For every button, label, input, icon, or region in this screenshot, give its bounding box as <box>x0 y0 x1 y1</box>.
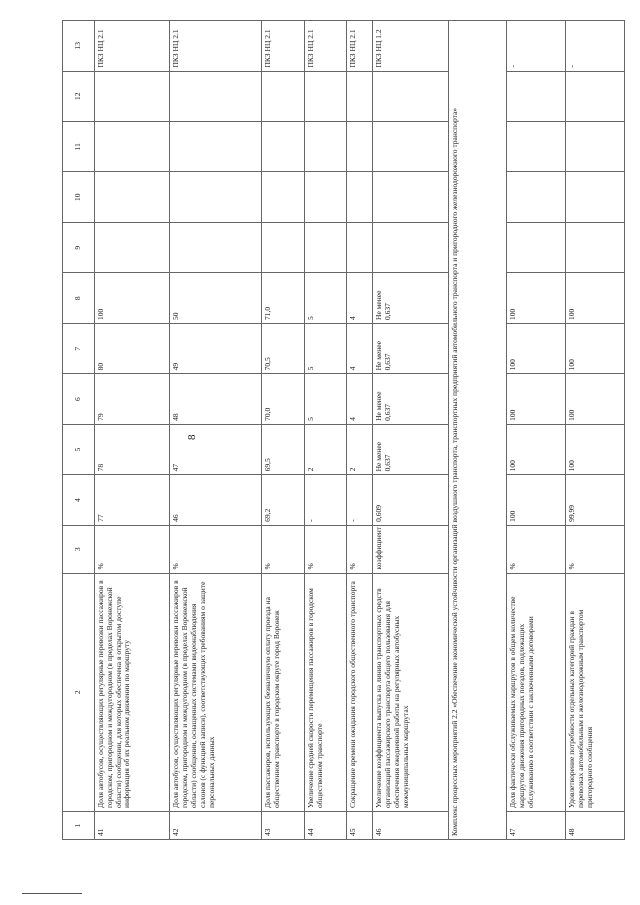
header-cell: 12 <box>63 71 95 121</box>
table-cell: - <box>304 475 346 525</box>
table-cell: 78 <box>94 424 170 474</box>
table-cell: 100 <box>565 374 624 424</box>
table-cell: 100 <box>94 273 170 323</box>
table-cell: Доля фактически обслуживаемых маршрутов в общем количестве маршрутов движения пригородных поездов, подлежащих обслуживанию в соответствии с заключенными договорами <box>506 573 565 811</box>
table-cell <box>565 172 624 222</box>
header-cell: 13 <box>63 21 95 72</box>
table-cell <box>347 222 373 272</box>
table-cell: коэффициент <box>373 525 449 573</box>
rotated-table-wrapper <box>62 20 625 840</box>
table-cell: 50 <box>170 273 262 323</box>
table-cell: - <box>506 21 565 72</box>
table-cell: 47 <box>170 424 262 474</box>
table-cell: 49 <box>170 323 262 373</box>
table-cell: 2 <box>347 424 373 474</box>
table-cell <box>565 222 624 272</box>
header-cell: 2 <box>63 573 95 811</box>
table-cell: 5 <box>304 273 346 323</box>
table-cell <box>304 71 346 121</box>
table-cell: 4 <box>347 273 373 323</box>
table-cell <box>170 71 262 121</box>
table-row <box>170 21 262 840</box>
table-cell <box>170 172 262 222</box>
header-cell: 11 <box>63 122 95 172</box>
footer-rule <box>22 893 82 894</box>
table-cell: % <box>565 525 624 573</box>
table-cell: 5 <box>304 374 346 424</box>
table-cell <box>506 172 565 222</box>
table-cell: 71,0 <box>262 273 304 323</box>
table-cell: % <box>506 525 565 573</box>
table-row <box>94 21 170 840</box>
table-cell: 100 <box>506 424 565 474</box>
table-cell: 100 <box>565 273 624 323</box>
table-cell: - <box>565 21 624 72</box>
table-cell: ПКЗ НЦ 1.2 <box>373 21 449 72</box>
table-cell: Не менее 0,637 <box>373 424 449 474</box>
table-cell: Удовлетворение потребности отдельных категорий граждан в перевозках автомобильным и железнодорожным транспортом пригородного сообщения <box>565 573 624 811</box>
table-cell: 47 <box>506 811 565 839</box>
table-cell: 80 <box>94 323 170 373</box>
table-cell: 44 <box>304 811 346 839</box>
table-cell: Доля автобусов, осуществляющих регулярные перевозки пассажиров в городском, пригородном и междугородном (в пределах Воронежской области) сообщении, для которых обеспечена в открытом доступе информация об их реальном движении по маршруту <box>94 573 170 811</box>
header-cell: 4 <box>63 475 95 525</box>
table-cell <box>347 122 373 172</box>
table-cell: 100 <box>506 374 565 424</box>
page-number: 8 <box>186 434 198 440</box>
table-cell: Не менее 0,637 <box>373 273 449 323</box>
table-cell: Не менее 0,637 <box>373 374 449 424</box>
table-cell <box>373 122 449 172</box>
table-cell: 69,2 <box>262 475 304 525</box>
table-cell <box>304 122 346 172</box>
table-cell: 0,609 <box>373 475 449 525</box>
table-cell: - <box>347 475 373 525</box>
table-cell <box>94 222 170 272</box>
table-cell <box>565 71 624 121</box>
table-cell <box>304 222 346 272</box>
table-cell <box>170 222 262 272</box>
table-cell <box>506 71 565 121</box>
table-cell <box>94 71 170 121</box>
table-cell: 41 <box>94 811 170 839</box>
table-cell: 4 <box>347 374 373 424</box>
table-cell <box>347 172 373 222</box>
table-cell: Доля автобусов, осуществляющих регулярные перевозки пассажиров в городском, пригородном и междугородном (в пределах Воронежской области) сообщении, оснащенных системами видеонаблюдения салонов (с функцией записи), соответствующих требованиям о защите персональных данных <box>170 573 262 811</box>
table-cell <box>262 122 304 172</box>
section-row <box>448 21 506 840</box>
header-cell: 7 <box>63 323 95 373</box>
header-cell: 1 <box>63 811 95 839</box>
table-row <box>565 21 624 840</box>
table-cell: Увеличение средней скорости перемещения пассажиров в городском общественном транспорте <box>304 573 346 811</box>
table-cell: 46 <box>170 475 262 525</box>
table-cell <box>565 122 624 172</box>
table-cell: ПКЗ НЦ 2.1 <box>94 21 170 72</box>
table-cell: 43 <box>262 811 304 839</box>
table-cell: ПКЗ НЦ 2.1 <box>347 21 373 72</box>
header-cell: 9 <box>63 222 95 272</box>
section-title: Комплекс процессных мероприятий 2.2 «Обеспечение экономической устойчивости организаций воздушного транспорта, транспортных предприятий автомобильного транспорта и пригородного железнодорожного транспорта» <box>448 21 506 840</box>
table-cell: Доля пассажиров, использующих безналичную оплату проезда на общественном транспорте в городском округе город Воронеж <box>262 573 304 811</box>
table-row <box>262 21 304 840</box>
table-cell <box>373 172 449 222</box>
table-cell: ПКЗ НЦ 2.1 <box>262 21 304 72</box>
table-cell: 46 <box>373 811 449 839</box>
header-cell: 3 <box>63 525 95 573</box>
table-cell: 100 <box>506 323 565 373</box>
table-cell: % <box>262 525 304 573</box>
table-row <box>304 21 346 840</box>
table-cell: 100 <box>506 273 565 323</box>
table-cell <box>170 122 262 172</box>
table-cell: 79 <box>94 374 170 424</box>
table-cell: 48 <box>565 811 624 839</box>
indicators-table <box>62 20 625 840</box>
table-cell: Сокращение времени ожидания городского общественного транспорта <box>347 573 373 811</box>
table-cell <box>304 172 346 222</box>
table-row <box>373 21 449 840</box>
table-cell: 42 <box>170 811 262 839</box>
table-cell: ПКЗ НЦ 2.1 <box>304 21 346 72</box>
table-cell: ПКЗ НЦ 2.1 <box>170 21 262 72</box>
table-cell <box>262 71 304 121</box>
header-cell: 6 <box>63 374 95 424</box>
table-cell <box>506 122 565 172</box>
table-cell <box>94 172 170 222</box>
table-row <box>506 21 565 840</box>
table-cell: 4 <box>347 323 373 373</box>
table-cell: 69,5 <box>262 424 304 474</box>
table-cell: % <box>304 525 346 573</box>
table-cell <box>506 222 565 272</box>
table-cell: 100 <box>506 475 565 525</box>
table-cell <box>262 172 304 222</box>
table-cell: 70,0 <box>262 374 304 424</box>
table-cell <box>373 71 449 121</box>
table-cell: 77 <box>94 475 170 525</box>
header-cell: 5 <box>63 424 95 474</box>
table-row <box>347 21 373 840</box>
table-cell: % <box>170 525 262 573</box>
table-cell <box>347 71 373 121</box>
table-cell: Увеличение коэффициента выпуска на линию транспортных средств организаций пассажирского транспорта общего пользования для обеспечения ежедневной работы на регулярных автобусных межмуниципальных маршрутах <box>373 573 449 811</box>
table-cell: % <box>347 525 373 573</box>
header-cell: 10 <box>63 172 95 222</box>
table-cell: 70,5 <box>262 323 304 373</box>
header-cell: 8 <box>63 273 95 323</box>
table-cell <box>94 122 170 172</box>
table-cell: Не менее 0,637 <box>373 323 449 373</box>
table-cell: 2 <box>304 424 346 474</box>
table-cell <box>262 222 304 272</box>
table-cell: 5 <box>304 323 346 373</box>
table-cell: 48 <box>170 374 262 424</box>
table-cell: 45 <box>347 811 373 839</box>
table-cell: 99,99 <box>565 475 624 525</box>
header-row <box>63 21 95 840</box>
table-cell: 100 <box>565 323 624 373</box>
table-cell: 100 <box>565 424 624 474</box>
table-cell: % <box>94 525 170 573</box>
table-cell <box>373 222 449 272</box>
